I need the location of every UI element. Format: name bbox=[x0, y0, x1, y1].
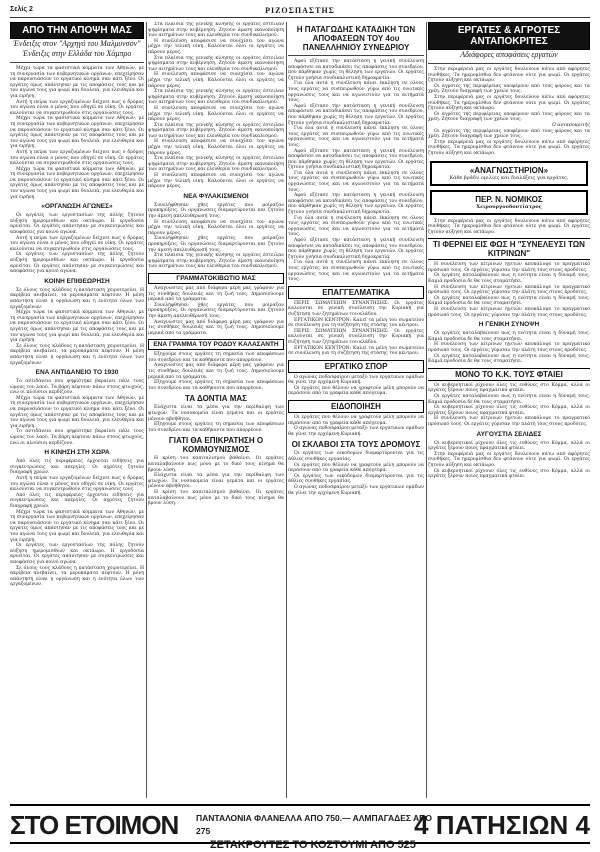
page-number: Σελίς 2 bbox=[10, 6, 33, 13]
section-banner-opinion: ΑΠΟ ΤΗΝ ΑΠΟΨΗ ΜΑΣ bbox=[10, 22, 144, 39]
article-headline-boxed: ΕΙΔΟΠΟΙΗΣΗ bbox=[288, 400, 424, 413]
ad-text: Κάθε βράδυ ομιλίες και διαλέξεις για εργάτες. bbox=[449, 174, 569, 181]
article-text: Συνελήφθησαν χθες εργάτες που μοίραζαν προκηρύξεις. Οι οργανώσεις διαμαρτύρονται και ζητούν την άμεση απελευθέρωσή τους. Η συνέλευση αποφάσισε να συνεχίσει τον αγώνα μέχρι την τελική νίκη. Καλούνται όλοι οι εργάτες να πάρουν μέρος. Συνελήφθησαν χθες εργάτες που μοίραζαν προκηρύξεις. Οι οργανώσεις διαμαρτύρονται και ζητούν την άμεση απελευθέρωσή τους. Στα πλαίσια της γενικής κίνησης οι εργάτες έστειλαν ψηφίσματα στην κυβέρνηση. Ζητούν άμεση ικανοποίηση των αιτημάτων τους και ελευθερία του συνδικαλισμού. bbox=[148, 202, 284, 270]
article-text: Οι αγρότες της περιφέρειας υποφέρουν από τους φόρους και τα χρέη. Ζητούν διαγραφή των χρεών τους. Στην περιφέρειά μας οι εργάτες δουλεύουν κάτω από αφόρητες συνθήκες. Τα ημερομίσθια δεν φτάνουν ούτε για ψωμί. Οι εργάτες ζητούν αύξηση και οκτάωρο. bbox=[428, 128, 590, 156]
article-headline: ΑΥΓΟΥΣΤΙΑ ΣΕΛΙΔΕΣ bbox=[476, 430, 542, 438]
advertisement-box bbox=[430, 161, 588, 186]
article-text: Από όλες τις περιφέρειες έρχονται ειδήσεις για συγκεντρώσεις και απεργίες. Οι αγρότες ζητούν διαγραφή χρεών. Αυτή η πείρα των εργαζομένων δείχνει πως ο δρόμος του αγώνα είναι ο μόνος που οδηγεί σε νίκη. Οι εργάτες καλούνται να συγκεντρωθούν στις οργανώσεις τους. Από όλες τις περιφέρειες έρχονται ειδήσεις για συγκεντρώσεις και απεργίες. Οι αγρότες ζητούν διαγραφή χρεών. Μέχρι τώρα τα φασιστικά κόμματα των Αθηνών, με τη συνεργασία των κυβερνητικών οργάνων, επεχείρησαν να παρουσιάσουν το εργατικό κίνημα σαν κάτι ξένο. Οι εργάτες όμως απάντησαν με τις αποφάσεις τους και με τον αγώνα τους για ψωμί και δουλειά, για ελευθερία και για ειρήνη. Οι εργάτες των εργοστασίων της πόλης ζητούν αύξηση ημερομισθίων και οκτάωρο. Η εργοδοσία αρνείται. Οι εργάτες απάντησαν με συγκεντρώσεις και αποφάσεις για κοινό αγώνα. Σε όλους τους κλάδους η κατάσταση χειροτερεύει. Η ακρίβεια ανεβαίνει, τα μεροκάματα πέφτουν. Η μόνη απάντηση είναι η οργάνωση και η ενότητα όλων των εργαζομένων. bbox=[10, 459, 144, 588]
section-subtitle: Ένδειξις στον "Αρχηγό του Μαλμυνσον" bbox=[13, 39, 141, 48]
divider bbox=[10, 62, 144, 63]
article-text: Αναγνώστες μας από διάφορα μέρη μας γράφουν για τις συνθήκες δουλειάς και τη ζωή τους. Δημοσιεύουμε μερικά από τα γράμματα. Συνελήφθησαν χθες εργάτες που μοίραζαν προκηρύξεις. Οι οργανώσεις διαμαρτύρονται και ζητούν την άμεση απελευθέρωσή τους. Αναγνώστες μας από διάφορα μέρη μας γράφουν για τις συνθήκες δουλειάς και τη ζωή τους. Δημοσιεύουμε μερικά από τα γράμματα. bbox=[148, 285, 284, 336]
article-text: ΠΕΡΙΣ ΣΩΜΑΤΕΙΩΝ ΣΥΝΑΝΤΗΣΗΣ: Οι εργάτες καλούνται σε γενική συνέλευση την Κυριακή για συζήτηση των ζητημάτων του κλάδου. ΕΡΓΑΤΙΚΟΝ ΚΕΝΤΡΟΝ: Καλεί τα μέλη του σωματείου σε συνέλευση για τη συζήτηση της στάσης του κέντρου. ΠΕΡΙΣ ΣΩΜΑΤΕΙΩΝ ΣΥΝΑΝΤΗΣΗΣ: Οι εργάτες καλούνται σε γενική συνέλευση την Κυριακή για συζήτηση των ζητημάτων του κλάδου. ΕΡΓΑΤΙΚΟΝ ΚΕΝΤΡΟΝ: Καλεί τα μέλη του σωματείου σε συνέλευση για τη συζήτηση της στάσης του κέντρου. bbox=[288, 300, 424, 357]
article-headline: ΝΕΑ ΦΥΛΑΚΙΣΜΕΝΟΙ bbox=[183, 192, 249, 200]
divider bbox=[428, 63, 590, 64]
section-banner-correspondents: ΕΡΓΑΤΕΣ & ΑΓΡΟΤΕΣ ΑΝΤΑΠΟΚΡΙΤΕΣ bbox=[428, 22, 590, 50]
column-divider bbox=[146, 22, 147, 798]
article-headline: Η ΚΙΝΗΣΗ ΣΤΗ ΧΩΡΑ bbox=[44, 449, 110, 457]
article-headline-boxed: ΕΠΑΓΓΕΛΜΑΤΙΚΑ bbox=[288, 286, 424, 299]
article-text: Οι εργάτες των οικοδομών διαμαρτύρονται για τις άθλιες συνθήκες εργασίας. Οι εργάτες που θέλουν να γραφτούν μέλη μπορούν να περάσουν από τα γραφεία κάθε απόγευμα. Οι εργάτες των οικοδομών διαμαρτύρονται για τις άθλιες συνθήκες εργασίας. Ο αγώνας ποδοσφαίρου μεταξύ των εργατικών ομάδων θα γίνει την ερχόμενη Κυριακή. bbox=[288, 451, 424, 496]
article-headline-boxed: ΕΡΓΑΤΙΚΟ ΣΠΟΡ bbox=[288, 360, 424, 373]
article-text: Αφού εξέτασε την κατάσταση η γενική συνέλευση αποφάσισε να καταδικάσει τις αποφάσεις του συνεδρίου, που πάρθηκαν χωρίς τη θέληση των εργατών. Οι εργάτες ζητούν γνήσια συνδικαλιστική δημοκρατία. Για όλα αυτά η συνέλευση κάνει έκκληση σε όλους τους εργάτες να συσπειρωθούν γύρω από τις ενωτικές οργανώσεις τους και να αγωνιστούν για τα αιτήματά τους. Αφού εξέτασε την κατάσταση η γενική συνέλευση αποφάσισε να καταδικάσει τις αποφάσεις του συνεδρίου, που πάρθηκαν χωρίς τη θέληση των εργατών. Οι εργάτες ζητούν γνήσια συνδικαλιστική δημοκρατία. Για όλα αυτά η συνέλευση κάνει έκκληση σε όλους τους εργάτες να συσπειρωθούν γύρω από τις ενωτικές οργανώσεις τους και να αγωνιστούν για τα αιτήματά τους. Αφού εξέτασε την κατάσταση η γενική συνέλευση αποφάσισε να καταδικάσει τις αποφάσεις του συνεδρίου, που πάρθηκαν χωρίς τη θέληση των εργατών. Οι εργάτες ζητούν γνήσια συνδικαλιστική δημοκρατία. Για όλα αυτά η συνέλευση κάνει έκκληση σε όλους τους εργάτες να συσπειρωθούν γύρω από τις ενωτικές οργανώσεις τους και να αγωνιστούν για τα αιτήματά τους. Αφού εξέτασε την κατάσταση η γενική συνέλευση αποφάσισε να καταδικάσει τις αποφάσεις του συνεδρίου, που πάρθηκαν χωρίς τη θέληση των εργατών. Οι εργάτες ζητούν γνήσια συνδικαλιστική δημοκρατία. Για όλα αυτά η συνέλευση κάνει έκκληση σε όλους τους εργάτες να συσπειρωθούν γύρω από τις ενωτικές οργανώσεις τους και να αγωνιστούν για τα αιτήματά τους. Αφού εξέτασε την κατάσταση η γενική συνέλευση αποφάσισε να καταδικάσει τις αποφάσεις του συνεδρίου, που πάρθηκαν χωρίς τη θέληση των εργατών. Οι εργάτες ζητούν γνήσια συνδικαλιστική δημοκρατία. Για όλα αυτά η συνέλευση κάνει έκκληση σε όλους τους εργάτες να συσπειρωθούν γύρω από τις ενωτικές οργανώσεις τους και να αγωνιστούν για τα αιτήματά τους. bbox=[288, 59, 424, 283]
article-headline: Η ΓΕΝΙΚΗ ΣΥΝΟΨΗ bbox=[478, 321, 540, 329]
article-text: Οι κυβερνητικοί ρίχνουν όλες τις ευθύνες στο Κόμμα, αλλά οι εργάτες ξέρουν ποιος πραγματικά φταίει. Στην περιφέρειά μας οι εργάτες δουλεύουν κάτω από αφόρητες συνθήκες. Τα ημερομίσθια δεν φτάνουν ούτε για ψωμί. Οι εργάτες ζητούν αύξηση και οκτάωρο. Οι κυβερνητικοί ρίχνουν όλες τις ευθύνες στο Κόμμα, αλλά οι εργάτες ξέρουν ποιος πραγματικά φταίει. bbox=[428, 440, 590, 480]
article-headline-boxed: ΕΝΑ ΓΡΑΜΜΑ ΤΟΥ ΡΟΔΟΥ ΚΑΛΑΣΑΝΤΗ bbox=[148, 339, 284, 350]
ad-title: ΠΕΡ. Ν. ΝΟΜΙΚΟΣ bbox=[475, 194, 543, 204]
article-text: Το αντιδάνειο που ψηφίστηκε βαραίνει πάλι τους ώμους του λαού. Τα βάρη πέφτουν πάνω στους φτωχούς, ενώ οι πλούσιοι κερδίζουν. Μέχρι τώρα τα φασιστικά κόμματα των Αθηνών, με τη συνεργασία των κυβερνητικών οργάνων, επεχείρησαν να παρουσιάσουν το εργατικό κίνημα σαν κάτι ξένο. Οι εργάτες όμως απάντησαν με τις αποφάσεις τους και με τον αγώνα τους για ψωμί και δουλειά, για ελευθερία και για ειρήνη. Το αντιδάνειο που ψηφίστηκε βαραίνει πάλι τους ώμους του λαού. Τα βάρη πέφτουν πάνω στους φτωχούς, ενώ οι πλούσιοι κερδίζουν. bbox=[10, 379, 144, 446]
masthead: ΡΙΖΟΣΠΑΣΤΗΣ bbox=[265, 6, 335, 15]
footer-ad-line: ΠΑΝΤΑΛΟΝΙΑ ΦΛΑΝΕΛΛΑ ΑΠΟ 750.— ΑΛΜΠΑΓΑΔΕΣ ΑΠΟ 275 bbox=[196, 813, 432, 836]
article-headline: ΟΙ ΣΚΛΑΒΟΙ ΣΤΑ ΤΟΥΣ ΔΡΟΜΟΥΣ bbox=[291, 440, 421, 450]
article-text: Οι εργάτες που θέλουν να γραφτούν μέλη μπορούν να περάσουν από τα γραφεία κάθε απόγευμα. Ο αγώνας ποδοσφαίρου μεταξύ των εργατικών ομάδων θα γίνει την ερχόμενη Κυριακή. bbox=[288, 415, 424, 437]
article-text: Η κρίση του καπιταλισμού βαθαίνει. Οι εργάτες καταλαβαίνουν πως μόνο με το δικό τους κίνημα θα βρουν λύση. Ελάχιστα είναι τα μέσα για την περίθαλψη των φτωχών. Τα νοσοκομεία είναι γεμάτα και οι εργάτες μένουν αβοήθητοι. Η κρίση του καπιταλισμού βαθαίνει. Οι εργάτες καταλαβαίνουν πως μόνο με το δικό τους κίνημα θα βρουν λύση. bbox=[148, 456, 284, 507]
article-text: Μέχρι τώρα τα φασιστικά κόμματα των Αθηνών, με τη συνεργασία των κυβερνητικών οργάνων, επεχείρησαν να παρουσιάσουν το εργατικό κίνημα σαν κάτι ξένο. Οι εργάτες όμως απάντησαν με τις αποφάσεις τους και με τον αγώνα τους για ψωμί και δουλειά, για ελευθερία και για ειρήνη. Αυτή η πείρα των εργαζομένων δείχνει πως ο δρόμος του αγώνα είναι ο μόνος που οδηγεί σε νίκη. Οι εργάτες καλούνται να συγκεντρωθούν στις οργανώσεις τους. Μέχρι τώρα τα φασιστικά κόμματα των Αθηνών, με τη συνεργασία των κυβερνητικών οργάνων, επεχείρησαν να παρουσιάσουν το εργατικό κίνημα σαν κάτι ξένο. Οι εργάτες όμως απάντησαν με τις αποφάσεις τους και με τον αγώνα τους για ψωμί και δουλειά, για ελευθερία και για ειρήνη. Αυτή η πείρα των εργαζομένων δείχνει πως ο δρόμος του αγώνα είναι ο μόνος που οδηγεί σε νίκη. Οι εργάτες καλούνται να συγκεντρωθούν στις οργανώσεις τους. Μέχρι τώρα τα φασιστικά κόμματα των Αθηνών, με τη συνεργασία των κυβερνητικών οργάνων, επεχείρησαν να παρουσιάσουν το εργατικό κίνημα σαν κάτι ξένο. Οι εργάτες όμως απάντησαν με τις αποφάσεις τους και με τον αγώνα τους για ψωμί και δουλειά, για ελευθερία και για ειρήνη. bbox=[10, 66, 144, 200]
ad-text: Χειρουργοοδοντίατρος bbox=[476, 203, 542, 210]
lead-headline: Η ΠΑΤΑΓΩΔΗΣ ΚΑΤΑΔΙΚΗ ΤΩΝ ΑΠΟΦΑΣΕΩΝ ΤΟΥ 4ου ΠΑΝΕΛΛΗΝΙΟΥ ΣΥΝΕΔΡΙΟΥ bbox=[296, 25, 416, 52]
newspaper-page bbox=[10, 6, 590, 851]
footer-ad-line: ΣΕΤΑΚΡΟΥΤΕΣ ΤΟ ΚΟΣΤΟΥΜΙ ΑΠΟ 525 bbox=[210, 839, 416, 851]
article-headline: ΕΝΑ ΑΝΤΙΔΑΝΕΙΟ ΤΟ 1930 bbox=[35, 369, 119, 377]
article-signature: Ο ανταποκριτής bbox=[552, 122, 590, 128]
divider bbox=[288, 55, 424, 56]
footer-ad-middle bbox=[196, 812, 436, 852]
article-headline: ΚΟΙΝΗ ΕΠΙΘΕΩΡΗΣΗ bbox=[44, 277, 110, 285]
page-header bbox=[10, 6, 590, 18]
article-text: Εξηγούμε στους εργάτες τη σημασία των αποφάσεων του συνεδρίου και τα καθήκοντα που απορρέουν. Αναγνώστες μας από διάφορα μέρη μας γράφουν για τις συνθήκες δουλειάς και τη ζωή τους. Δημοσιεύουμε μερικά από τα γράμματα. Εξηγούμε στους εργάτες τη σημασία των αποφάσεων του συνεδρίου και τα καθήκοντα που απορρέουν. bbox=[148, 352, 284, 391]
footer-advertisement bbox=[10, 804, 590, 851]
article-text: Οι εργάτες καταλαβαίνουν πως η ενότητα είναι η δύναμή τους. Καμιά προδοσία δε θα τους σταματήσει. Η συνέλευση των κίτρινων ηγετών αποκάλυψε το πραγματικό πρόσωπό τους. Οι εργάτες γύρισαν την πλάτη τους στους προδότες. Οι εργάτες καταλαβαίνουν πως η ενότητα είναι η δύναμή τους. Καμιά προδοσία δε θα τους σταματήσει. bbox=[428, 331, 590, 365]
footer-ad-left: ΣΤΟ ΕΤΟΙΜΟΝ bbox=[10, 810, 179, 840]
article-headline: ΜΟΝΟ ΤΟ Κ.Κ. ΤΟΥΣ ΦΤΑΙΕΙ bbox=[428, 368, 590, 381]
column-1 bbox=[10, 22, 144, 798]
article-headline: ΓΙΑΤΙ ΘΑ ΕΠΙΚΡΑΤΗΣΗ Ο ΚΟΜΜΟΥΝΙΣΜΟΣ bbox=[168, 436, 264, 455]
ad-title: «ΑΝΑΓΝΩΣΤΗΡΙΟΝ» bbox=[469, 165, 549, 175]
column-divider bbox=[286, 22, 287, 798]
advertisement-box bbox=[430, 190, 588, 215]
column-divider bbox=[426, 22, 427, 798]
column-2 bbox=[148, 22, 284, 798]
article-text: Ελάχιστα είναι τα μέσα για την περίθαλψη των φτωχών. Τα νοσοκομεία είναι γεμάτα και οι εργάτες μένουν αβοήθητοι. Εξηγούμε στους εργάτες τη σημασία των αποφάσεων του συνεδρίου και τα καθήκοντα που απορρέουν. bbox=[148, 405, 284, 433]
article-text: Οι εργάτες των εργοστασίων της πόλης ζητούν αύξηση ημερομισθίων και οκτάωρο. Η εργοδοσία αρνείται. Οι εργάτες απάντησαν με συγκεντρώσεις και αποφάσεις για κοινό αγώνα. Αυτή η πείρα των εργαζομένων δείχνει πως ο δρόμος του αγώνα είναι ο μόνος που οδηγεί σε νίκη. Οι εργάτες καλούνται να συγκεντρωθούν στις οργανώσεις τους. Οι εργάτες των εργοστασίων της πόλης ζητούν αύξηση ημερομισθίων και οκτάωρο. Η εργοδοσία αρνείται. Οι εργάτες απάντησαν με συγκεντρώσεις και αποφάσεις για κοινό αγώνα. bbox=[10, 213, 144, 275]
article-text: Στα πλαίσια της γενικής κίνησης οι εργάτες έστειλαν ψηφίσματα στην κυβέρνηση. Ζητούν άμεση ικανοποίηση των αιτημάτων τους και ελευθερία του συνδικαλισμού. Η συνέλευση αποφάσισε να συνεχίσει τον αγώνα μέχρι την τελική νίκη. Καλούνται όλοι οι εργάτες να πάρουν μέρος. Στα πλαίσια της γενικής κίνησης οι εργάτες έστειλαν ψηφίσματα στην κυβέρνηση. Ζητούν άμεση ικανοποίηση των αιτημάτων τους και ελευθερία του συνδικαλισμού. Η συνέλευση αποφάσισε να συνεχίσει τον αγώνα μέχρι την τελική νίκη. Καλούνται όλοι οι εργάτες να πάρουν μέρος. Στα πλαίσια της γενικής κίνησης οι εργάτες έστειλαν ψηφίσματα στην κυβέρνηση. Ζητούν άμεση ικανοποίηση των αιτημάτων τους και ελευθερία του συνδικαλισμού. Η συνέλευση αποφάσισε να συνεχίσει τον αγώνα μέχρι την τελική νίκη. Καλούνται όλοι οι εργάτες να πάρουν μέρος. Στα πλαίσια της γενικής κίνησης οι εργάτες έστειλαν ψηφίσματα στην κυβέρνηση. Ζητούν άμεση ικανοποίηση των αιτημάτων τους και ελευθερία του συνδικαλισμού. Η συνέλευση αποφάσισε να συνεχίσει τον αγώνα μέχρι την τελική νίκη. Καλούνται όλοι οι εργάτες να πάρουν μέρος. Στα πλαίσια της γενικής κίνησης οι εργάτες έστειλαν ψηφίσματα στην κυβέρνηση. Ζητούν άμεση ικανοποίηση των αιτημάτων τους και ελευθερία του συνδικαλισμού. Η συνέλευση αποφάσισε να συνεχίσει τον αγώνα μέχρι την τελική νίκη. Καλούνται όλοι οι εργάτες να πάρουν μέρος. bbox=[148, 22, 284, 190]
footer-ad-right: 4 ΠΑΤΗΣΙΩΝ 4 bbox=[414, 810, 590, 840]
article-headline-boxed: ΓΡΑΜΜΑΤΟΚΙΒΩΤΙΟ ΜΑΣ bbox=[148, 273, 284, 284]
article-text: Η συνέλευση των κίτρινων ηγετών αποκάλυψε το πραγματικό πρόσωπό τους. Οι εργάτες γύρισαν την πλάτη τους στους προδότες. Οι εργάτες καταλαβαίνουν πως η ενότητα είναι η δύναμή τους. Καμιά προδοσία δε θα τους σταματήσει. Η συνέλευση των κίτρινων ηγετών αποκάλυψε το πραγματικό πρόσωπό τους. Οι εργάτες γύρισαν την πλάτη τους στους προδότες. Οι εργάτες καταλαβαίνουν πως η ενότητα είναι η δύναμή τους. Καμιά προδοσία δε θα τους σταματήσει. Η συνέλευση των κίτρινων ηγετών αποκάλυψε το πραγματικό πρόσωπό τους. Οι εργάτες γύρισαν την πλάτη τους στους προδότες. bbox=[428, 262, 590, 318]
article-text: Σε όλους τους κλάδους η κατάσταση χειροτερεύει. Η ακρίβεια ανεβαίνει, τα μεροκάματα πέφτουν. Η μόνη απάντηση είναι η οργάνωση και η ενότητα όλων των εργαζομένων. Μέχρι τώρα τα φασιστικά κόμματα των Αθηνών, με τη συνεργασία των κυβερνητικών οργάνων, επεχείρησαν να παρουσιάσουν το εργατικό κίνημα σαν κάτι ξένο. Οι εργάτες όμως απάντησαν με τις αποφάσεις τους και με τον αγώνα τους για ψωμί και δουλειά, για ελευθερία και για ειρήνη. Σε όλους τους κλάδους η κατάσταση χειροτερεύει. Η ακρίβεια ανεβαίνει, τα μεροκάματα πέφτουν. Η μόνη απάντηση είναι η οργάνωση και η ενότητα όλων των εργαζομένων. bbox=[10, 287, 144, 366]
section-subtitle: Ένδειξις στην Ελλάδα του Χάμπρο bbox=[22, 49, 132, 58]
article-headline: «ΟΡΓΑΝΩΣΗ ΑΓΩΝΕΣ» bbox=[41, 203, 113, 211]
column-3 bbox=[288, 22, 424, 798]
article-headline: ΤΙ ΦΕΡΝΕΙ ΕΙΣ ΦΩΣ Η "ΣΥΝΕΛΕΥΣΙ ΤΩΝ ΚΙΤΡΙΝΩΝ" bbox=[428, 238, 590, 260]
article-text: Ο αγώνας ποδοσφαίρου μεταξύ των εργατικών ομάδων θα γίνει την ερχόμενη Κυριακή. Οι εργάτες που θέλουν να γραφτούν μέλη μπορούν να περάσουν από τα γραφεία κάθε απόγευμα. bbox=[288, 374, 424, 397]
article-text: Στην περιφέρειά μας οι εργάτες δουλεύουν κάτω από αφόρητες συνθήκες. Τα ημερομίσθια δεν φτάνουν ούτε για ψωμί. Οι εργάτες ζητούν αύξηση και οκτάωρο. bbox=[428, 218, 590, 235]
article-headline: ΤΑ ΔΟΝΤΙΑ ΜΑΣ bbox=[185, 394, 247, 404]
article-text: Οι κυβερνητικοί ρίχνουν όλες τις ευθύνες στο Κόμμα, αλλά οι εργάτες ξέρουν ποιος πραγματικά φταίει. Οι εργάτες καταλαβαίνουν πως η ενότητα είναι η δύναμή τους. Καμιά προδοσία δε θα τους σταματήσει. Οι κυβερνητικοί ρίχνουν όλες τις ευθύνες στο Κόμμα, αλλά οι εργάτες ξέρουν ποιος πραγματικά φταίει. Η συνέλευση των κίτρινων ηγετών αποκάλυψε το πραγματικό πρόσωπό τους. Οι εργάτες γύρισαν την πλάτη τους στους προδότες. bbox=[428, 382, 590, 427]
column-4 bbox=[428, 22, 590, 798]
section-subtitle: Αδιάφορες αποφάσεις εργατών bbox=[460, 50, 558, 59]
article-text: Στην περιφέρειά μας οι εργάτες δουλεύουν κάτω από αφόρητες συνθήκες. Τα ημερομίσθια δεν φτάνουν ούτε για ψωμί. Οι εργάτες ζητούν αύξηση και οκτάωρο. Οι αγρότες της περιφέρειας υποφέρουν από τους φόρους και τα χρέη. Ζητούν διαγραφή των χρεών τους. Στην περιφέρειά μας οι εργάτες δουλεύουν κάτω από αφόρητες συνθήκες. Τα ημερομίσθια δεν φτάνουν ούτε για ψωμί. Οι εργάτες ζητούν αύξηση και οκτάωρο. Οι αγρότες της περιφέρειας υποφέρουν από τους φόρους και τα χρέη. Ζητούν διαγραφή των χρεών τους. bbox=[428, 67, 590, 123]
